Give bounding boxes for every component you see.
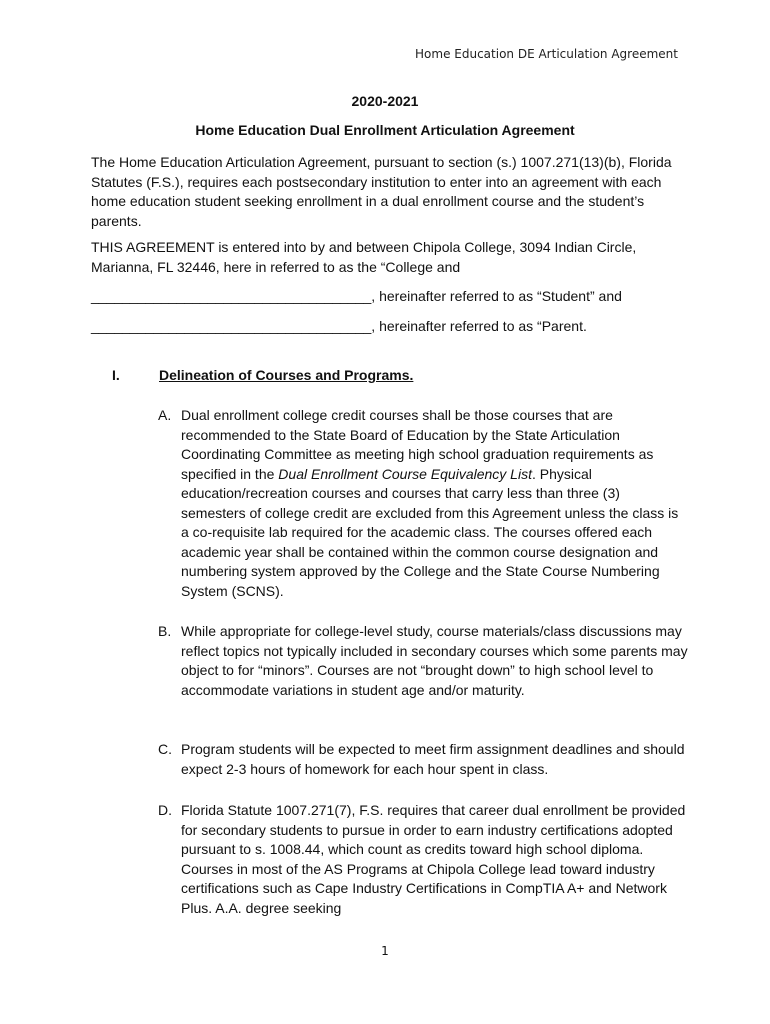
list-item — [158, 406, 688, 601]
section-heading — [112, 367, 413, 383]
document-title: Home Education Dual Enrollment Articulation Agreement — [195, 122, 575, 138]
section-title: Delineation of Courses and Programs. — [159, 367, 414, 383]
item-text: Dual enrollment college credit courses shall be those courses that are recommended to the State Board of Education by the State Articulation Coordinating Committee as meeting high school graduation requirements as specified in the Dual Enrollment Course Equivalency List. Physical education/recreation courses and courses that carry less than three (3) semesters of college credit are excluded from this Agreement unless the class is a co-requisite lab required for the academic class. The courses offered each academic year shall be contained within the common course designation and numbering system approved by the College and the State Course Numbering System (SCNS). — [181, 407, 679, 599]
item-text: Program students will be expected to meet firm assignment deadlines and should expect 2-3 hours of homework for each hour spent in class. — [181, 741, 685, 777]
item-letter: B. — [158, 623, 172, 639]
item-text: Florida Statute 1007.271(7), F.S. requires that career dual enrollment be provided for secondary students to pursue in order to earn industry certifications adopted pursuant to s. 1008.44, which count as credits toward high school diploma. Courses in most of the AS Programs at Chipola College lead toward industry certifications such as Cape Industry Certifications in CompTIA A+ and Network Plus. A.A. degree seeking — [181, 802, 686, 916]
section-number: I. — [112, 367, 120, 383]
course-list-title: Dual Enrollment Course Equivalency List — [278, 465, 532, 482]
list-item — [158, 801, 688, 918]
item-letter: C. — [158, 741, 172, 757]
running-header: Home Education DE Articulation Agreement — [415, 47, 678, 61]
item-text: While appropriate for college-level study, course materials/class discussions may reflect topics not typically included in secondary courses which some parents may object to for “minors”. Courses are not “brought down” to high school level to accommodate variations in student age and/or maturity. — [181, 623, 688, 698]
parent-name-line: ____________________________________, hereinafter referred to as “Parent. — [91, 318, 587, 334]
document-year: 2020-2021 — [351, 93, 419, 109]
page-number: 1 — [381, 944, 389, 958]
item-letter: A. — [158, 407, 172, 423]
list-item — [158, 740, 688, 779]
agreement-paragraph: THIS AGREEMENT is entered into by and between Chipola College, 3094 Indian Circle, Marianna, FL 32446, here in referred to as the “College and — [91, 239, 637, 275]
intro-paragraph: The Home Education Articulation Agreement, pursuant to section (s.) 1007.271(13)(b), Florida Statutes (F.S.), requires each postsecondary institution to enter into an agreement with each home education student seeking enrollment in a dual enrollment course and the student’s parents. — [91, 154, 672, 229]
list-item — [158, 622, 688, 700]
item-letter: D. — [158, 802, 172, 818]
student-name-line: ____________________________________, hereinafter referred to as “Student” and — [91, 288, 622, 304]
